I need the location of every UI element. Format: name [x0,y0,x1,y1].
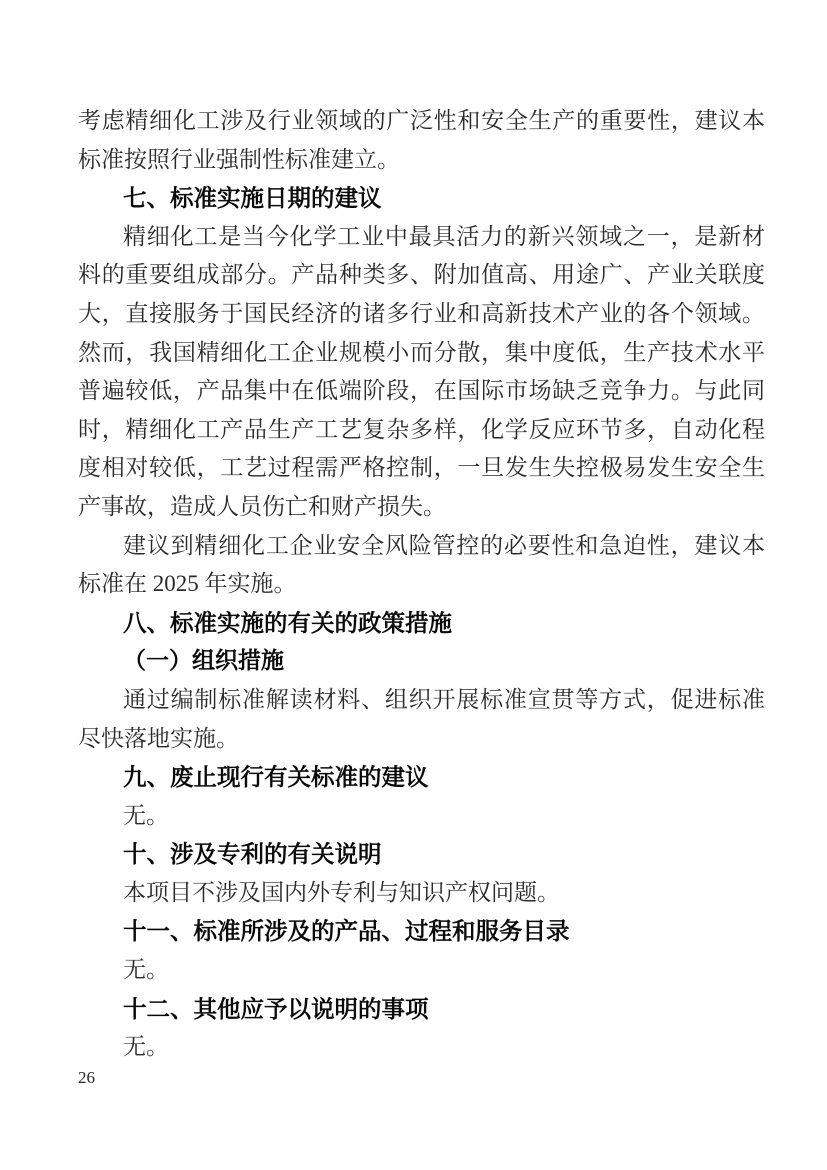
paragraph-line: 无。 [123,802,169,828]
paragraph-line: 普遍较低，产品集中在低端阶段，在国际市场缺乏竞争力。与此同 [78,378,765,404]
paragraph-line: 时，精细化工产品生产工艺复杂多样，化学反应环节多，自动化程 [78,416,765,442]
paragraph-line: 尽快落地实施。 [78,725,239,751]
page-body [78,102,765,1067]
paragraph-line: 精细化工是当今化学工业中最具活力的新兴领域之一，是新材 [123,223,765,249]
paragraph-line: 无。 [123,957,169,983]
section-heading-11: 十一、标准所涉及的产品、过程和服务目录 [123,918,570,945]
paragraph-line: 度相对较低，工艺过程需严格控制，一旦发生失控极易发生安全生 [78,455,765,481]
paragraph-line: 本项目不涉及国内外专利与知识产权问题。 [123,879,560,905]
paragraph-line: 料的重要组成部分。产品种类多、附加值高、用途广、产业关联度 [78,262,765,288]
paragraph-line: 然而，我国精细化工企业规模小而分散，集中度低，生产技术水平 [78,339,765,365]
paragraph-line: 标准按照行业强制性标准建立。 [78,146,400,172]
paragraph-line: 建议到精细化工企业安全风险管控的必要性和急迫性，建议本 [123,532,765,558]
section-heading-7: 七、标准实施日期的建议 [123,185,382,212]
section-heading-12: 十二、其他应予以说明的事项 [123,995,429,1022]
section-heading-10: 十、涉及专利的有关说明 [123,841,382,868]
page-number: 26 [78,1068,95,1087]
subsection-heading-1: （一）组织措施 [123,648,284,674]
section-heading-8: 八、标准实施的有关的政策措施 [123,609,452,636]
paragraph-line: 通过编制标准解读材料、组织开展标准宣贯等方式，促进标准 [123,686,765,712]
paragraph-line: 考虑精细化工涉及行业领域的广泛性和安全生产的重要性，建议本 [78,108,765,133]
paragraph-line: 无。 [123,1034,169,1060]
section-heading-9: 九、废止现行有关标准的建议 [123,764,429,791]
paragraph-line: 标准在 2025 年实施。 [78,571,297,597]
paragraph-line: 产事故，造成人员伤亡和财产损失。 [78,493,446,519]
paragraph-line: 大，直接服务于国民经济的诸多行业和高新技术产业的各个领域。 [78,300,765,326]
